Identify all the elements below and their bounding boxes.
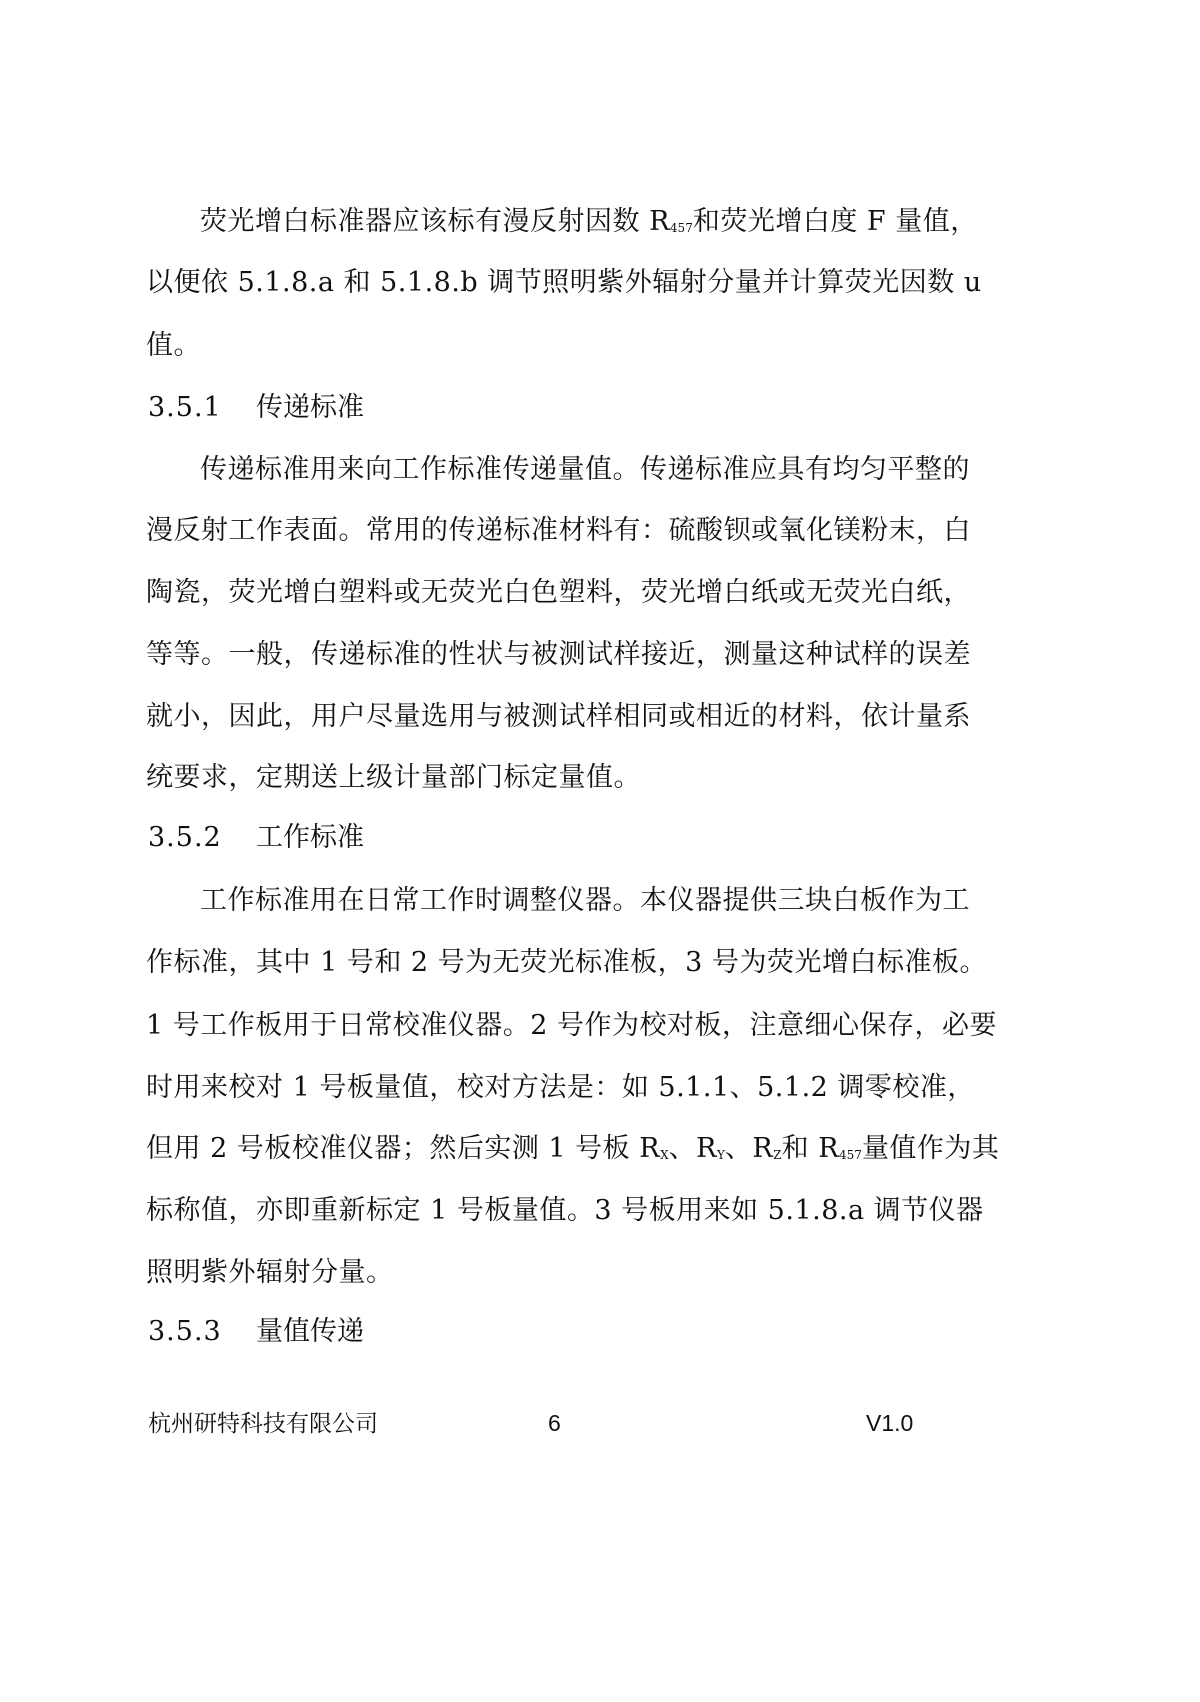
- paragraph-3-line-7: 照明紫外辐射分量。: [146, 1257, 394, 1288]
- text-run: 量值作为其: [861, 1133, 1000, 1164]
- paragraph-3-line-5: [146, 1132, 1046, 1170]
- section-number: 3.5.3: [148, 1316, 222, 1347]
- subscript: 457: [839, 1148, 862, 1162]
- subscript: 457: [669, 221, 693, 235]
- section-heading-3-5-1: [148, 391, 364, 425]
- footer-company: 杭州研特科技有限公司: [148, 1410, 378, 1436]
- paragraph-1-line-2: 以便依 5.1.8.a 和 5.1.8.b 调节照明紫外辐射分量并计算荧光因数 u: [146, 267, 982, 298]
- text-run: 荧光增白标准器应该标有漫反射因数 R: [200, 206, 670, 237]
- section-heading-3-5-3: [148, 1315, 364, 1349]
- paragraph-3-line-1: 工作标准用在日常工作时调整仪器。本仪器提供三块白板作为工: [200, 885, 970, 916]
- text-run: 但用 2 号板校准仪器；然后实测 1 号板 R: [146, 1133, 661, 1164]
- paragraph-3-line-4: 时用来校对 1 号板量值，校对方法是：如 5.1.1、5.1.2 调零校准，: [146, 1072, 975, 1103]
- paragraph-2-line-1: 传递标准用来向工作标准传递量值。传递标准应具有均匀平整的: [200, 454, 970, 485]
- section-title: 传递标准: [256, 392, 364, 423]
- text-run: 、R: [668, 1133, 717, 1164]
- footer-page-number: 6: [548, 1410, 561, 1436]
- paragraph-3-line-2: 作标准，其中 1 号和 2 号为无荧光标准板，3 号为荧光增白标准板。: [146, 947, 987, 978]
- paragraph-3-line-3: 1 号工作板用于日常校准仪器。2 号作为校对板，注意细心保存，必要: [146, 1010, 998, 1041]
- section-number: 3.5.2: [148, 822, 222, 853]
- subscript: X: [660, 1148, 669, 1162]
- subscript: Z: [773, 1148, 782, 1162]
- text-run: 、R: [724, 1133, 774, 1164]
- text-run: 和荧光增白度 F 量值，: [692, 206, 978, 237]
- section-heading-3-5-2: [148, 821, 364, 855]
- page-footer: [0, 1406, 1200, 1440]
- paragraph-1-line-1: [200, 205, 1100, 243]
- paragraph-2-line-3: 陶瓷，荧光增白塑料或无荧光白色塑料，荧光增白纸或无荧光白纸，: [146, 577, 971, 608]
- section-title: 量值传递: [256, 1316, 364, 1347]
- paragraph-2-line-4: 等等。一般，传递标准的性状与被测试样接近，测量这种试样的误差: [146, 639, 971, 670]
- paragraph-1-line-3: 值。: [146, 330, 201, 361]
- section-number: 3.5.1: [148, 392, 222, 423]
- subscript: Y: [717, 1148, 725, 1162]
- text-run: 和 R: [781, 1133, 840, 1164]
- paragraph-2-line-5: 就小，因此，用户尽量选用与被测试样相同或相近的材料，依计量系: [146, 701, 971, 732]
- paragraph-2-line-6: 统要求，定期送上级计量部门标定量值。: [146, 762, 641, 793]
- paragraph-2-line-2: 漫反射工作表面。常用的传递标准材料有：硫酸钡或氧化镁粉末，白: [146, 515, 971, 546]
- paragraph-3-line-6: 标称值，亦即重新标定 1 号板量值。3 号板用来如 5.1.8.a 调节仪器: [146, 1195, 984, 1226]
- footer-version: V1.0: [866, 1410, 914, 1436]
- section-title: 工作标准: [256, 822, 364, 853]
